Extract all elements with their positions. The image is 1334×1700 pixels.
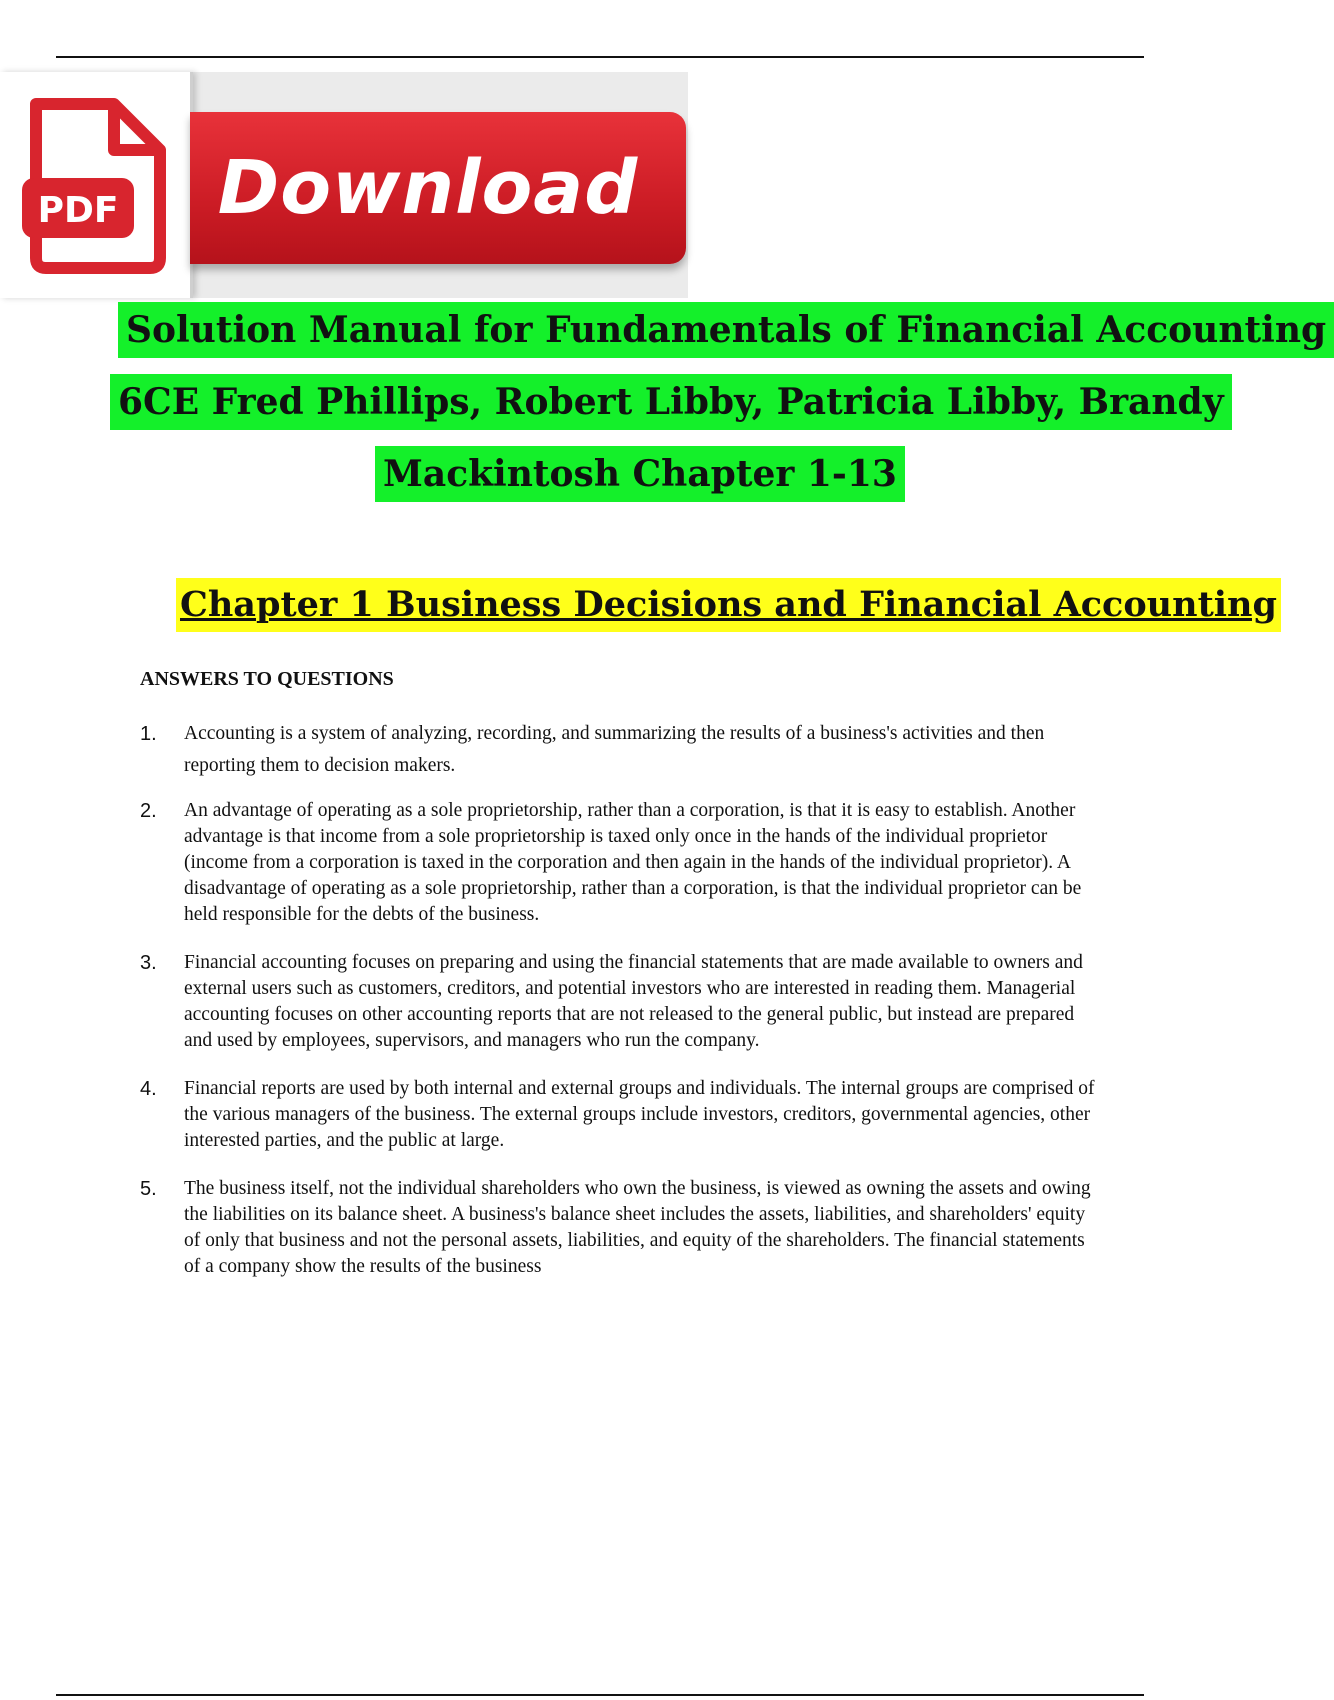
document-title [110, 302, 1327, 518]
list-item [140, 1076, 1100, 1154]
list-item [140, 718, 1100, 782]
question-answer-text: The business itself, not the individual shareholders who own the business, is viewed as owning the assets and owing the liabilities on its balance sheet. A business's balance sheet includes the assets, liabilities, and shareholders' equity of only that business and not the personal assets, liabilities, and equity of the shareholders. The financial statements of a company show the results of the business [184, 1178, 1091, 1277]
question-number: 4. [140, 1078, 157, 1100]
title-line-2: 6CE Fred Phillips, Robert Libby, Patricia Libby, Brandy [110, 374, 1232, 430]
question-answer-text: An advantage of operating as a sole proprietorship, rather than a corporation, is that it is easy to establish. Another advantage is that income from a sole proprietorship is taxed only once in the hands of the individual proprietor (income from a corporation is taxed in the corporation and then again in the hands of the individual proprietor). A disadvantage of operating as a sole proprietorship, rather than a corporation, is that the individual proprietor can be held responsible for the debts of the business. [184, 800, 1082, 925]
top-rule [56, 56, 1144, 58]
download-button[interactable] [190, 112, 686, 264]
bottom-rule [56, 1694, 1144, 1696]
question-number: 5. [140, 1178, 157, 1200]
list-item [140, 1176, 1100, 1280]
chapter-heading-block [176, 578, 1277, 632]
download-banner [0, 72, 688, 298]
question-number: 3. [140, 952, 157, 974]
pdf-file-icon [22, 98, 170, 276]
list-item [140, 950, 1100, 1054]
answers-heading: ANSWERS TO QUESTIONS [140, 668, 394, 690]
pdf-badge-label: PDF [37, 190, 119, 231]
question-answer-text: Accounting is a system of analyzing, recording, and summarizing the results of a business's activities and then reporting them to decision makers. [184, 723, 1045, 776]
question-answer-text: Financial reports are used by both internal and external groups and individuals. The internal groups are comprised of the various managers of the business. The external groups include investors, creditors, governmental agencies, other interested parties, and the public at large. [184, 1078, 1095, 1151]
pdf-file-panel [0, 72, 193, 298]
question-number: 1. [140, 723, 157, 745]
question-list [140, 718, 1100, 1302]
question-answer-text: Financial accounting focuses on preparing and using the financial statements that are made available to owners and external users such as customers, creditors, and potential investors who are interested in reading them. Managerial accounting focuses on other accounting reports that are not released to the general public, but instead are prepared and used by employees, supervisors, and managers who run the company. [184, 952, 1083, 1051]
question-number: 2. [140, 800, 157, 822]
download-label: Download [217, 145, 639, 231]
chapter-heading: Chapter 1 Business Decisions and Financial Accounting [176, 578, 1281, 632]
title-line-3: Mackintosh Chapter 1-13 [375, 446, 905, 502]
title-line-1: Solution Manual for Fundamentals of Financial Accounting [118, 302, 1334, 358]
list-item [140, 798, 1100, 928]
